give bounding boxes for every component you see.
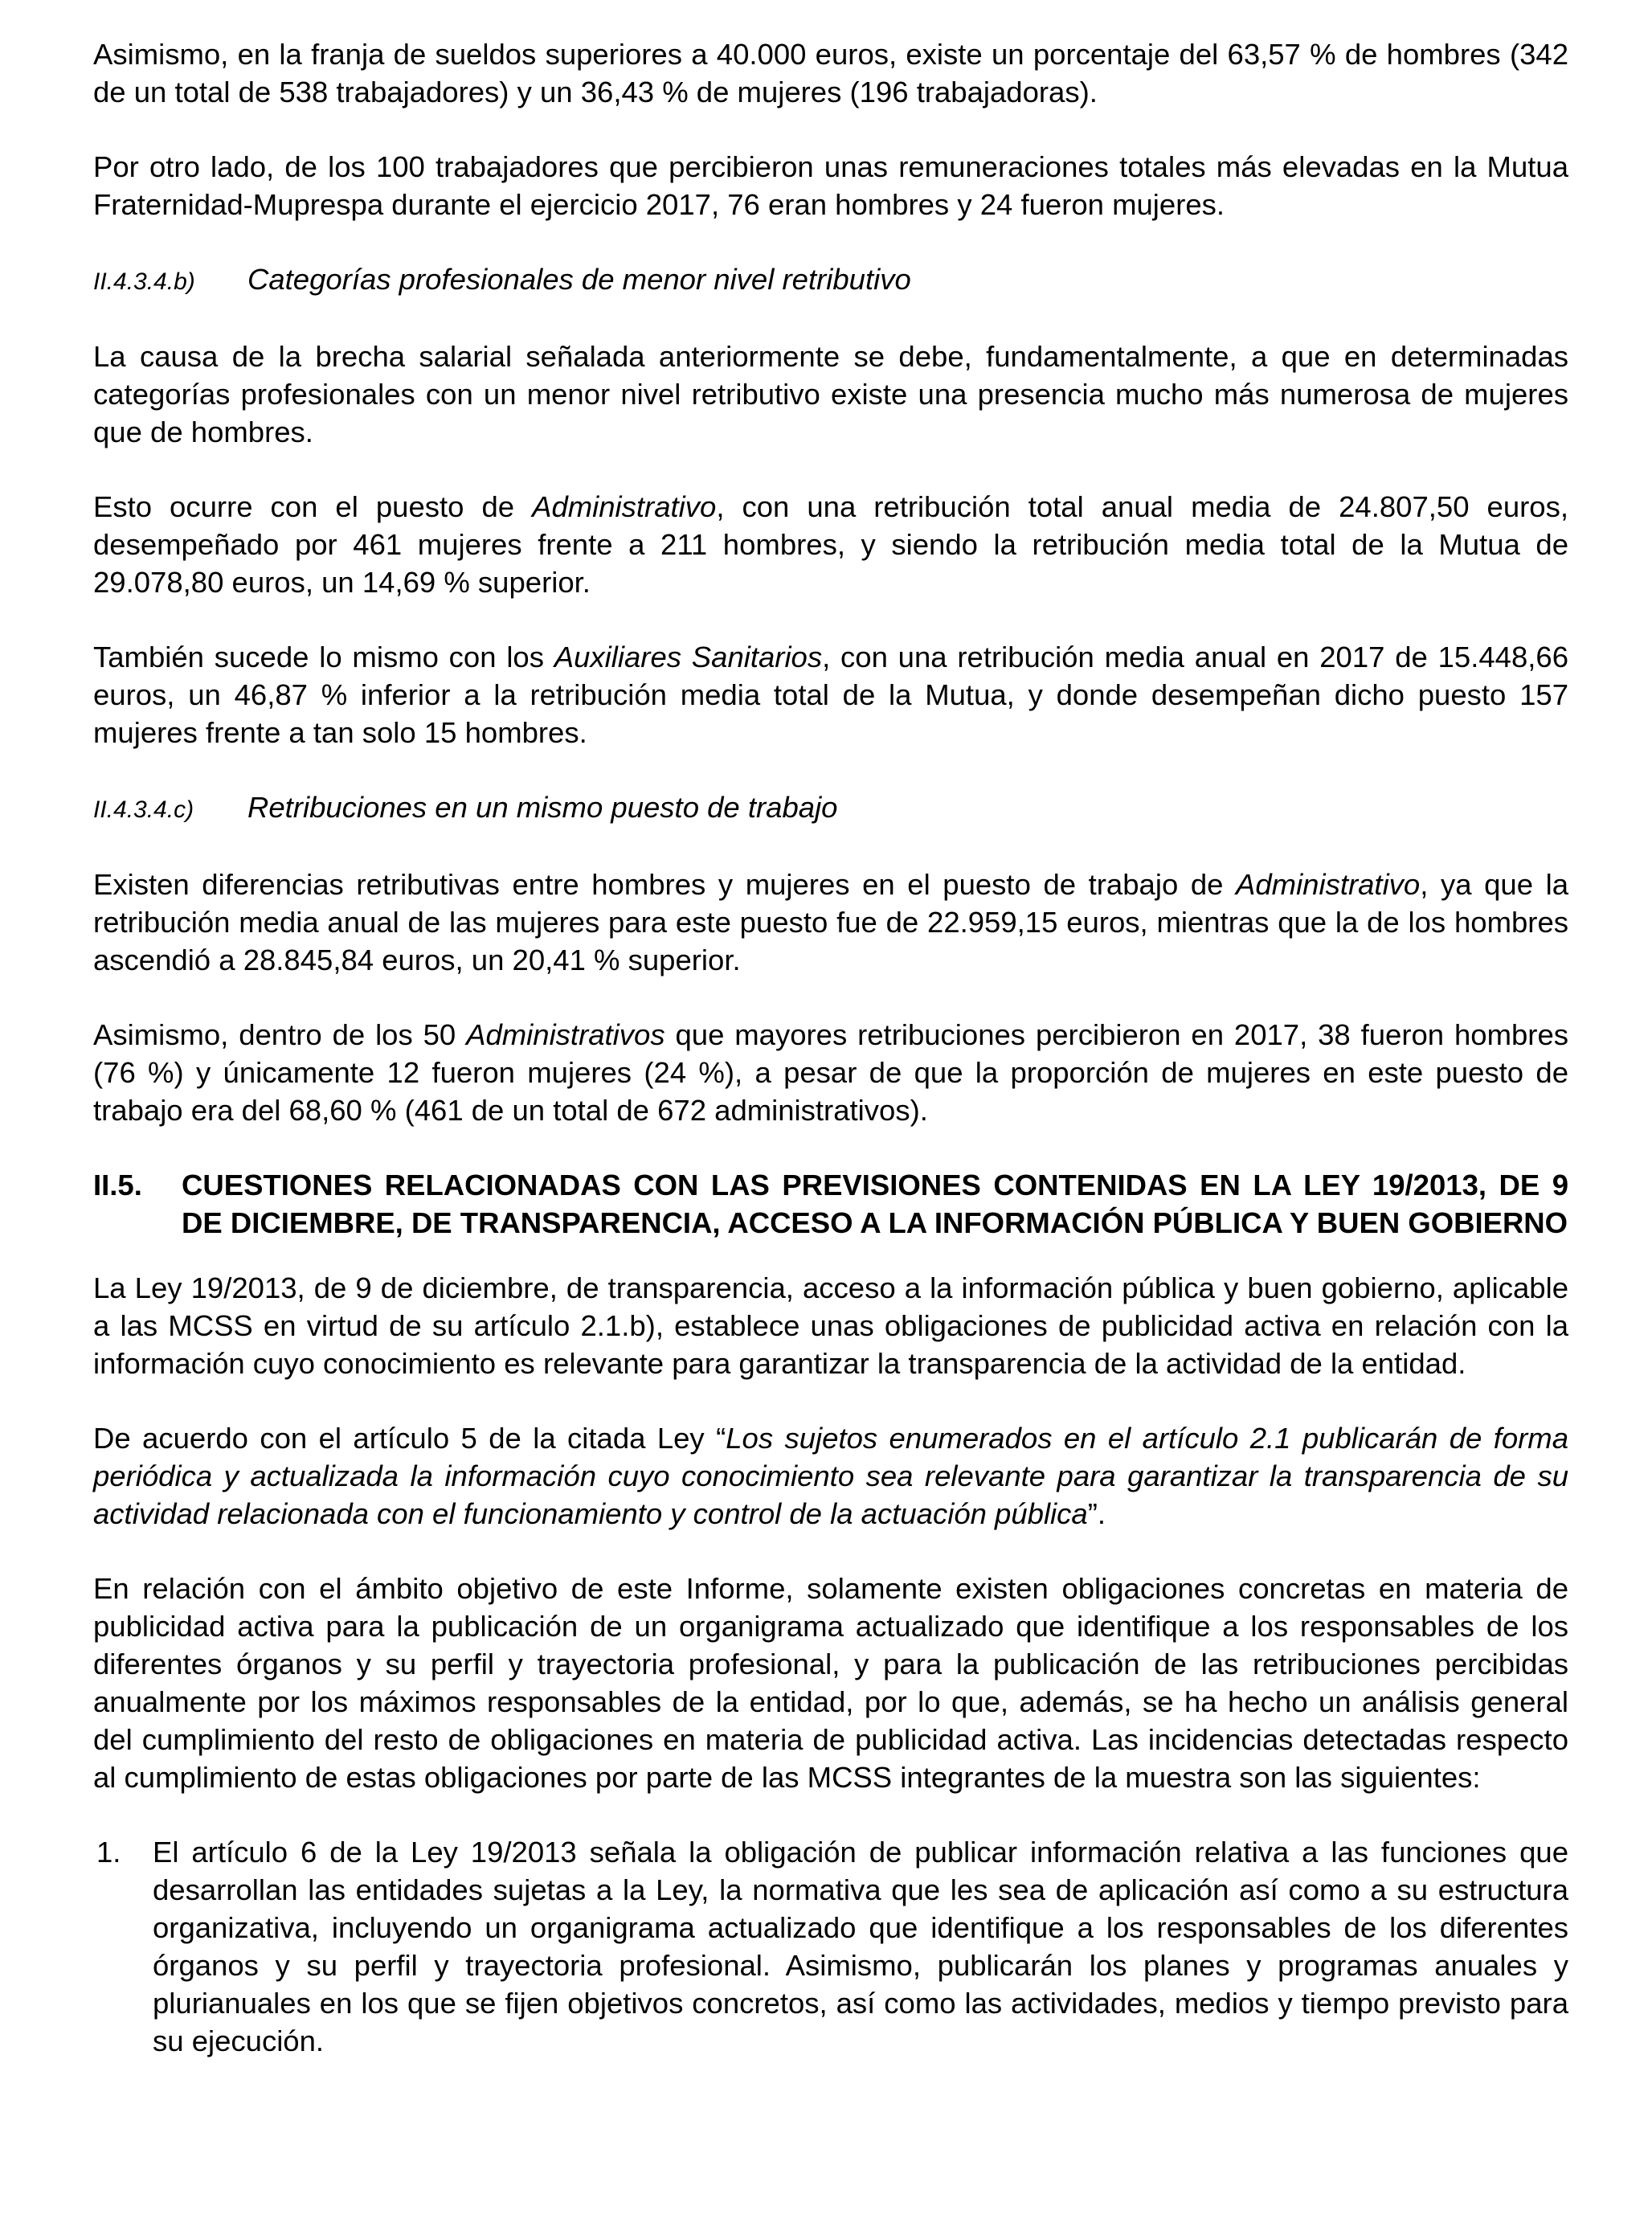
list-item-number: 1. [96, 1836, 121, 1869]
text-run: , con una retribución total anual media de 24.807,50 euros, desempeñado por 461 mujeres frente a 211 hombres, y siendo la retribución media total de la Mutua de 29.078,80 euros, un 14,69 % superior. [93, 490, 1568, 599]
section-title: CUESTIONES RELACIONADAS CON LAS PREVISIONES CONTENIDAS EN LA LEY 19/2013, DE 9 DE DICIEMBRE, DE TRANSPARENCIA, ACCESO A LA INFORMACIÓN PÚBLICA Y BUEN GOBIERNO [182, 1169, 1568, 1239]
text-run: Asimismo, en la franja de sueldos superiores a 40.000 euros, existe un porcentaje del 63,57 % de hombres (342 de un total de 538 trabajadores) y un 36,43 % de mujeres (196 trabajadoras). [93, 38, 1568, 108]
subsection-heading-c [93, 788, 1568, 829]
paragraph-articulo-5-quote [93, 1419, 1568, 1533]
paragraph-top-100-earners [93, 148, 1568, 223]
text-run: , ya que la retribución media anual de las mujeres para este puesto fue de 22.959,15 euros, mientras que la de los hombres ascendió a 28.845,84 euros, un 20,41 % superior. [93, 868, 1568, 976]
text-run: Esto ocurre con el puesto de [93, 490, 533, 523]
paragraph-same-job-differences [93, 866, 1568, 979]
text-run: Asimismo, dentro de los 50 [93, 1018, 467, 1051]
paragraph-top-50-administrativos [93, 1016, 1568, 1129]
section-number: II.5. [93, 1169, 142, 1201]
paragraph-ambito-objetivo [93, 1570, 1568, 1796]
text-run: De acuerdo con el artículo 5 de la citada Ley “ [93, 1422, 726, 1455]
list-item-text: El artículo 6 de la Ley 19/2013 señala la obligación de publicar información relativa a las funciones que desarrollan las entidades sujetas a la Ley, la normativa que les sea de aplicación así como a su estructura organizativa, incluyendo un organigrama actualizado que identifique a los responsables de los diferentes órganos y su perfil y trayectoria profesional. Asimismo, publicarán los planes y programas anuales y plurianuales en los que se fijen objetivos concretos, así como las actividades, medios y tiempo previsto para su ejecución. [153, 1836, 1568, 2057]
text-run: También sucede lo mismo con los [93, 641, 554, 673]
paragraph-auxiliares-sanitarios [93, 638, 1568, 751]
text-run: Existen diferencias retributivas entre hombres y mujeres en el puesto de trabajo de [93, 868, 1237, 901]
subsection-label: II.4.3.4.c) [93, 796, 194, 823]
paragraph-wage-gap-cause [93, 338, 1568, 451]
italic-text: Los sujetos enumerados en el artículo 2.1 publicarán de forma periódica y actualizada la información cuyo conocimiento sea relevante para garantizar la transparencia de su actividad relacionada con el funcionamiento y control de la actuación pública [93, 1422, 1568, 1530]
text-run: , con una retribución media anual en 2017 de 15.448,66 euros, un 46,87 % inferior a la retribución media total de la Mutua, y donde desempeñan dicho puesto 157 mujeres frente a tan solo 15 hombres. [93, 641, 1568, 749]
paragraph-salary-band [93, 35, 1568, 111]
paragraph-administrativo [93, 488, 1568, 601]
paragraph-ley-19-2013 [93, 1269, 1568, 1382]
text-run: La Ley 19/2013, de 9 de diciembre, de transparencia, acceso a la información pública y buen gobierno, aplicable a las MCSS en virtud de su artículo 2.1.b), establece unas obligaciones de publicidad activa en relación con la información cuyo conocimiento es relevante para garantizar la transparencia de la actividad de la entidad. [93, 1271, 1568, 1380]
section-heading-ii5 [93, 1166, 1568, 1242]
text-run: ”. [1087, 1497, 1106, 1530]
italic-text: Administrativo [1236, 868, 1421, 901]
italic-text: Administrativos [466, 1018, 665, 1051]
document-page [93, 35, 1568, 2060]
italic-text: Administrativo [532, 490, 717, 523]
italic-text: Auxiliares Sanitarios [554, 641, 823, 673]
text-run: Por otro lado, de los 100 trabajadores que percibieron unas remuneraciones totales más elevadas en la Mutua Fraternidad-Muprespa durante el ejercicio 2017, 76 eran hombres y 24 fueron mujeres. [93, 150, 1568, 221]
subsection-heading-b [93, 260, 1568, 301]
subsection-title: Retribuciones en un mismo puesto de trabajo [247, 791, 838, 824]
incidencias-list [93, 1833, 1568, 2060]
subsection-label: II.4.3.4.b) [93, 268, 195, 295]
subsection-title: Categorías profesionales de menor nivel retributivo [247, 263, 911, 296]
text-run: que mayores retribuciones percibieron en 2017, 38 fueron hombres (76 %) y únicamente 12 fueron mujeres (24 %), a pesar de que la proporción de mujeres en este puesto de trabajo era del 68,60 % (461 de un total de 672 administrativos). [93, 1018, 1568, 1127]
list-item [93, 1833, 1568, 2060]
text-run: La causa de la brecha salarial señalada anteriormente se debe, fundamentalmente, a que en determinadas categorías profesionales con un menor nivel retributivo existe una presencia mucho más numerosa de mujeres que de hombres. [93, 340, 1568, 448]
text-run: En relación con el ámbito objetivo de este Informe, solamente existen obligaciones concretas en materia de publicidad activa para la publicación de un organigrama actualizado que identifique a los responsables de los diferentes órganos y su perfil y trayectoria profesional, y para la publicación de las retribuciones percibidas anualmente por los máximos responsables de la entidad, por lo que, además, se ha hecho un análisis general del cumplimiento del resto de obligaciones en materia de publicidad activa. Las incidencias detectadas respecto al cumplimiento de estas obligaciones por parte de las MCSS integrantes de la muestra son las siguientes: [93, 1572, 1568, 1794]
